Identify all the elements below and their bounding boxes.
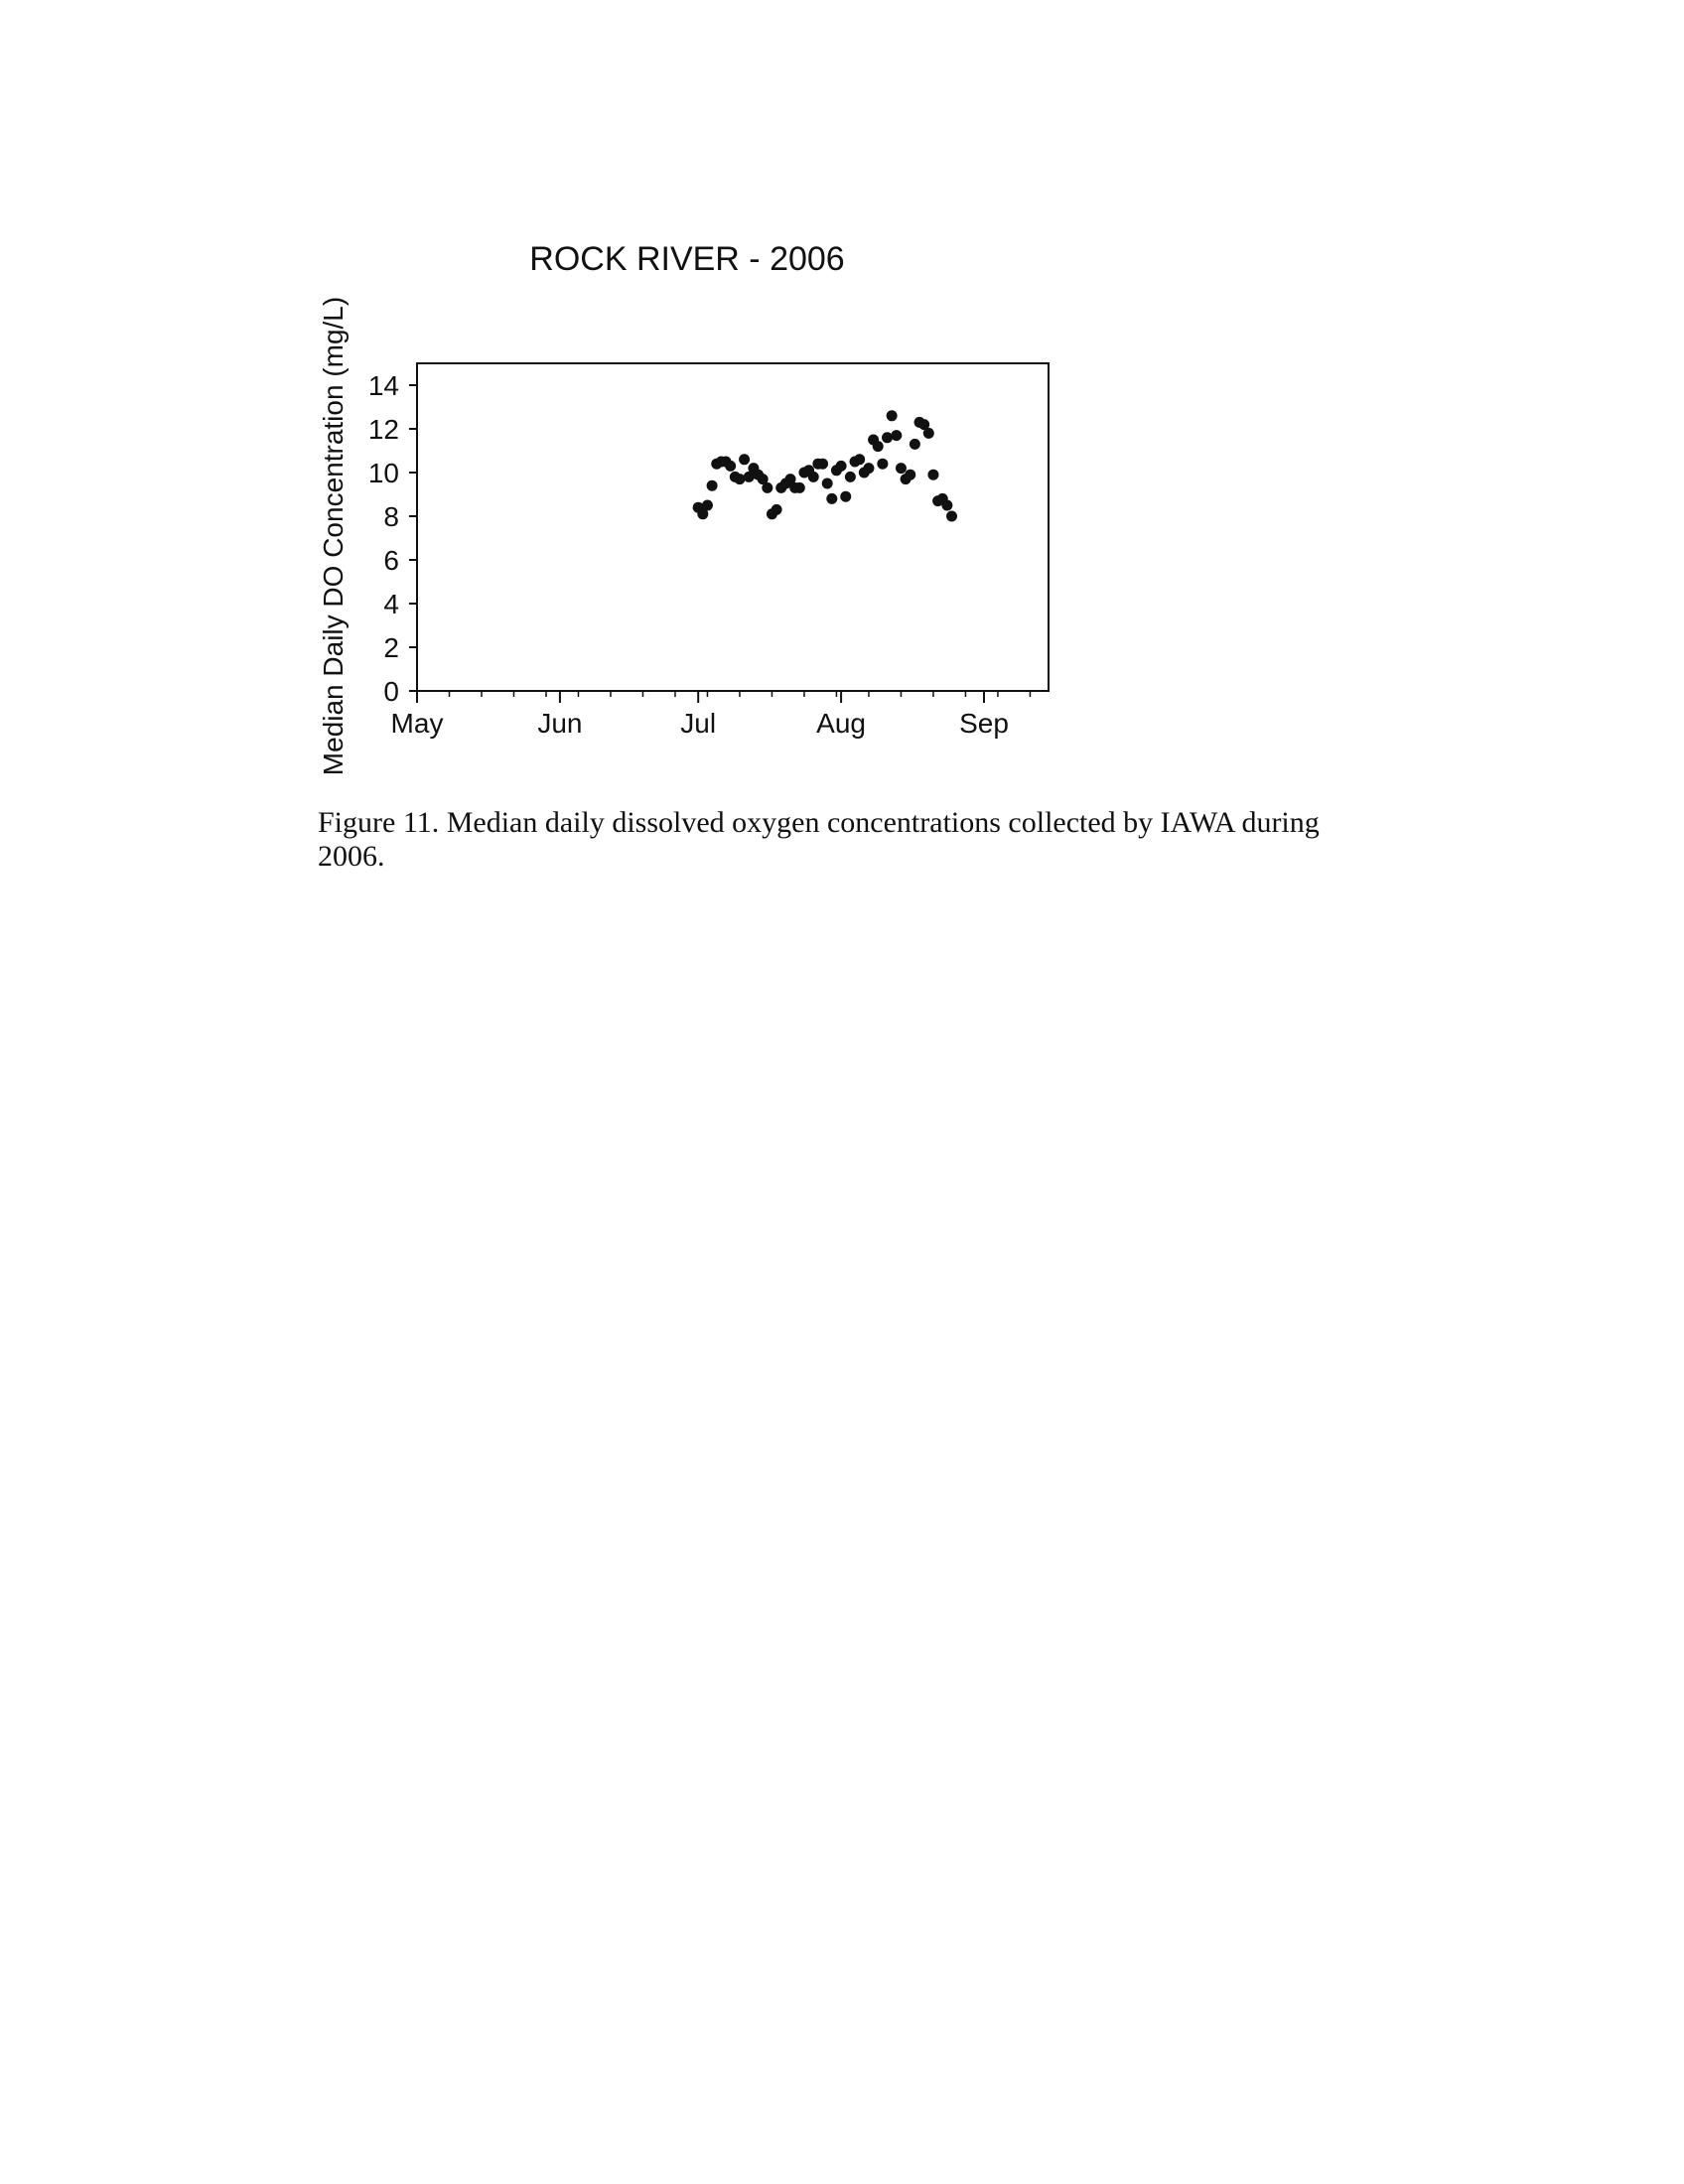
data-point bbox=[808, 472, 819, 482]
data-point bbox=[896, 463, 907, 474]
y-tick-label: 2 bbox=[383, 632, 399, 663]
data-point bbox=[845, 472, 856, 482]
data-point bbox=[905, 470, 915, 480]
data-point bbox=[725, 461, 736, 472]
data-point bbox=[739, 454, 750, 465]
data-point bbox=[734, 474, 745, 484]
data-point bbox=[891, 430, 902, 441]
y-tick-label: 4 bbox=[383, 589, 399, 619]
y-tick-label: 10 bbox=[367, 458, 399, 488]
data-point bbox=[836, 461, 847, 472]
y-tick-label: 0 bbox=[383, 676, 399, 707]
y-tick-label: 12 bbox=[367, 414, 399, 445]
y-tick-label: 6 bbox=[383, 545, 399, 576]
data-point bbox=[882, 432, 893, 443]
data-point bbox=[762, 482, 772, 493]
y-axis-label: Median Daily DO Concentration (mg/L) bbox=[318, 296, 349, 776]
data-point bbox=[873, 441, 884, 452]
x-tick-label: Sep bbox=[959, 708, 1009, 739]
data-point bbox=[941, 500, 952, 511]
chart-title: ROCK RIVER - 2006 bbox=[529, 240, 845, 278]
data-point bbox=[923, 428, 934, 439]
data-point bbox=[910, 439, 920, 450]
data-point bbox=[772, 504, 782, 515]
x-tick-label: May bbox=[390, 708, 444, 739]
figure-caption: Figure 11. Median daily dissolved oxygen concentrations collected by IAWA during 2006. bbox=[318, 806, 1320, 873]
x-axis-ticks bbox=[391, 691, 1031, 739]
data-point bbox=[822, 478, 833, 489]
data-point bbox=[863, 463, 874, 474]
data-point bbox=[707, 480, 718, 491]
data-point bbox=[887, 410, 898, 421]
y-axis-ticks bbox=[368, 370, 417, 707]
data-point bbox=[817, 459, 828, 470]
data-point bbox=[840, 491, 851, 502]
data-points bbox=[693, 410, 957, 521]
data-point bbox=[927, 470, 938, 480]
x-tick-label: Aug bbox=[816, 708, 867, 739]
data-point bbox=[946, 511, 957, 522]
data-point bbox=[854, 454, 865, 465]
x-tick-label: Jul bbox=[680, 708, 717, 739]
y-tick-label: 14 bbox=[367, 370, 399, 401]
data-point bbox=[794, 482, 805, 493]
y-tick-label: 8 bbox=[383, 501, 399, 532]
data-point bbox=[877, 459, 888, 470]
plot-frame bbox=[417, 363, 1049, 691]
x-tick-label: Jun bbox=[537, 708, 583, 739]
data-point bbox=[702, 500, 713, 511]
data-point bbox=[826, 493, 837, 504]
